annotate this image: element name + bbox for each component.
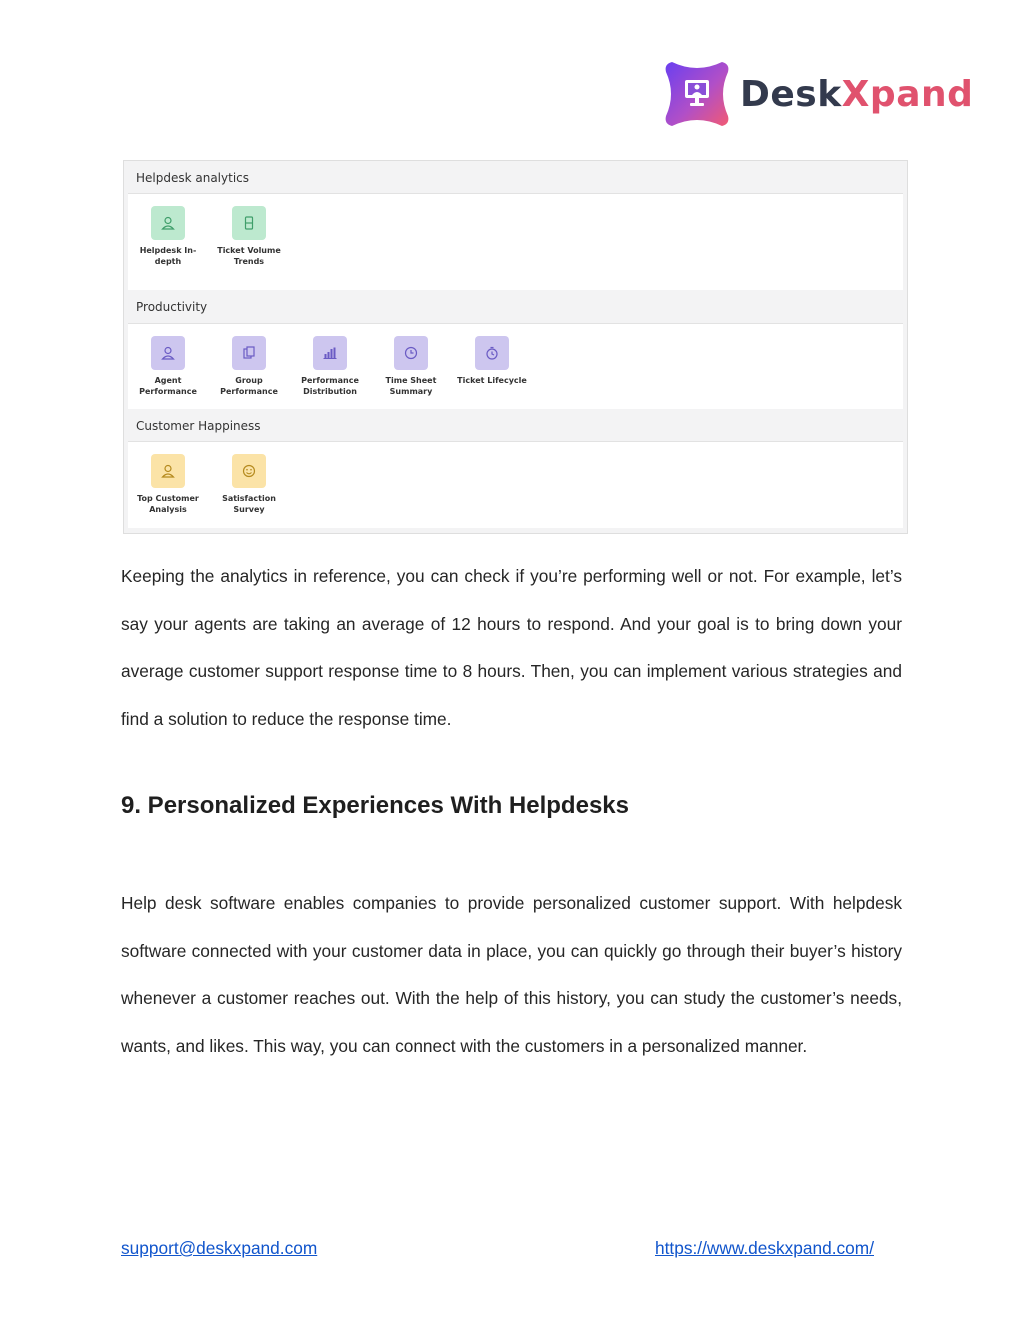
tile-label: Agent Performance <box>139 376 197 396</box>
tile-time-sheet-summary[interactable] <box>373 336 449 397</box>
logo-wordmark-xpand: Xpand <box>841 73 974 115</box>
tile-top-customer-analysis[interactable] <box>130 454 206 515</box>
deskxpand-logo <box>664 60 973 128</box>
stopwatch-icon <box>475 336 509 370</box>
section-title-productivity: Productivity <box>136 300 208 314</box>
section-title-helpdesk-analytics: Helpdesk analytics <box>136 171 250 185</box>
section-customer-happiness <box>128 442 903 528</box>
footer-website-link[interactable]: https://www.deskxpand.com/ <box>655 1238 874 1258</box>
tile-label: Performance Distribution <box>301 376 359 396</box>
bar-chart-icon <box>313 336 347 370</box>
tile-label: Ticket Volume Trends <box>217 246 281 266</box>
tile-ticket-volume-trends[interactable] <box>211 206 287 267</box>
documents-icon <box>232 336 266 370</box>
logo-wordmark-desk: Desk <box>740 73 842 115</box>
tile-ticket-lifecycle[interactable] <box>454 336 530 386</box>
section-productivity <box>128 324 903 409</box>
section-helpdesk-analytics <box>128 194 903 290</box>
user-icon <box>151 336 185 370</box>
tile-satisfaction-survey[interactable] <box>211 454 287 515</box>
analytics-panel <box>123 160 908 534</box>
footer-email-link[interactable]: support@deskxpand.com <box>121 1238 318 1258</box>
tile-agent-performance[interactable] <box>130 336 206 397</box>
logo-wordmark <box>740 74 973 115</box>
tile-helpdesk-in-depth[interactable] <box>130 206 206 267</box>
paragraph-personalized-support: Help desk software enables companies to provide personalized customer support. With helpdesk software connected with your customer data in place, you can quickly go through their buyer’s history whenever a customer reaches out. With the help of this history, you can study the customer’s needs, wants, and likes. This way, you can connect with the customers in a personalized manner. <box>121 893 902 1057</box>
section-heading: 9. Personalized Experiences With Helpdesks <box>121 792 629 819</box>
tile-group-performance[interactable] <box>211 336 287 397</box>
tile-performance-distribution[interactable] <box>292 336 368 397</box>
user-icon <box>151 454 185 488</box>
hourglass-icon <box>232 206 266 240</box>
smiley-icon <box>232 454 266 488</box>
tile-label: Helpdesk In-depth <box>139 246 197 266</box>
section-title-customer-happiness: Customer Happiness <box>136 419 261 433</box>
user-icon <box>151 206 185 240</box>
tile-label: Satisfaction Survey <box>222 494 276 514</box>
tile-label: Ticket Lifecycle <box>457 376 527 385</box>
tile-label: Time Sheet Summary <box>385 376 437 396</box>
paragraph-analytics-reference: Keeping the analytics in reference, you can check if you’re performing well or not. For example, let’s say your agents are taking an average of 12 hours to respond. And your goal is to bring down your average customer support response time to 8 hours. Then, you can implement various strategies and find a solution to reduce the response time. <box>121 566 902 730</box>
tile-label: Group Performance <box>220 376 278 396</box>
clock-icon <box>394 336 428 370</box>
tile-label: Top Customer Analysis <box>137 494 199 514</box>
deskxpand-logo-icon <box>664 60 730 128</box>
